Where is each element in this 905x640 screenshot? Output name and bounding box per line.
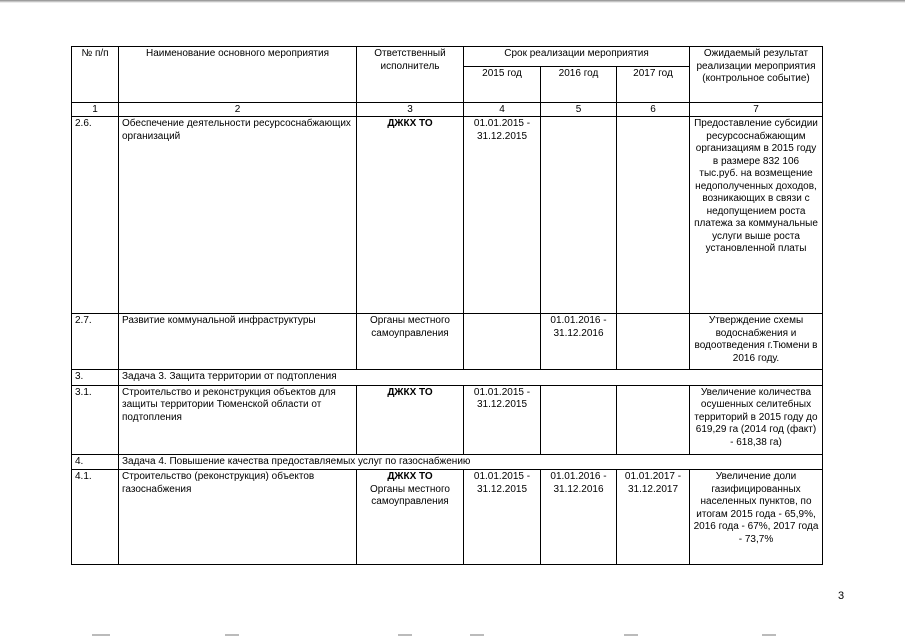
scan-edge-mark xyxy=(225,634,239,636)
period-2016: 01.01.2016 - 31.12.2016 xyxy=(541,470,617,565)
header-year-2016: 2016 год xyxy=(541,67,617,103)
measure-name: Строительство и реконструкция объектов для защиты территории Тюменской области от подтопления xyxy=(119,385,357,454)
period-2016 xyxy=(541,385,617,454)
column-index: 7 xyxy=(690,103,823,117)
period-2017 xyxy=(617,314,690,370)
column-index: 4 xyxy=(464,103,541,117)
scan-edge-mark xyxy=(624,634,638,636)
row-number: 3.1. xyxy=(72,385,119,454)
scan-top-edge xyxy=(0,0,905,3)
task-row xyxy=(72,370,823,386)
period-2016: 01.01.2016 - 31.12.2016 xyxy=(541,314,617,370)
expected-result: Увеличение доли газифицированных населенных пунктов, по итогам 2015 года - 65,9%, 2016 года - 67%, 2017 года - 73,7% xyxy=(690,470,823,565)
header-name: Наименование основного мероприятия xyxy=(119,47,357,103)
task-title: Задача 4. Повышение качества предоставляемых услуг по газоснабжению xyxy=(119,454,823,470)
expected-result: Утверждение схемы водоснабжения и водоотведения г.Тюмени в 2016 году. xyxy=(690,314,823,370)
expected-result: Увеличение количества осушенных селитебных территорий в 2015 году до 619,29 га (2014 год (факт) - 618,38 га) xyxy=(690,385,823,454)
column-index: 6 xyxy=(617,103,690,117)
page-number: 3 xyxy=(838,590,845,602)
scan-edge-mark xyxy=(92,634,110,636)
header-executor: Ответственный исполнитель xyxy=(357,47,464,103)
period-2015: 01.01.2015 - 31.12.2015 xyxy=(464,117,541,314)
measure-name: Обеспечение деятельности ресурсоснабжающих организаций xyxy=(119,117,357,314)
task-title: Задача 3. Защита территории от подтопления xyxy=(119,370,823,386)
period-2015 xyxy=(464,314,541,370)
row-number: 2.7. xyxy=(72,314,119,370)
measure-name: Строительство (реконструкция) объектов газоснабжения xyxy=(119,470,357,565)
column-index: 1 xyxy=(72,103,119,117)
period-2017: 01.01.2017 - 31.12.2017 xyxy=(617,470,690,565)
executor: Органы местного самоуправления xyxy=(357,314,464,370)
header-year-2015: 2015 год xyxy=(464,67,541,103)
table-row xyxy=(72,314,823,370)
column-index: 3 xyxy=(357,103,464,117)
executor xyxy=(357,470,464,565)
column-index: 2 xyxy=(119,103,357,117)
row-number: 4.1. xyxy=(72,470,119,565)
period-2017 xyxy=(617,385,690,454)
period-2016 xyxy=(541,117,617,314)
executor: ДЖКХ ТО xyxy=(357,117,464,314)
row-number: 2.6. xyxy=(72,117,119,314)
table-row xyxy=(72,385,823,454)
scan-edge-mark xyxy=(470,634,484,636)
scan-edge-mark xyxy=(762,634,776,636)
row-number: 3. xyxy=(72,370,119,386)
table-row xyxy=(72,470,823,565)
period-2015: 01.01.2015 - 31.12.2015 xyxy=(464,470,541,565)
row-number: 4. xyxy=(72,454,119,470)
header-year-2017: 2017 год xyxy=(617,67,690,103)
header-num: № п/п xyxy=(72,47,119,103)
header-period: Срок реализации мероприятия xyxy=(464,47,690,67)
executor-line: Органы местного самоуправления xyxy=(370,483,450,507)
column-index: 5 xyxy=(541,103,617,117)
measure-name: Развитие коммунальной инфраструктуры xyxy=(119,314,357,370)
measures-table xyxy=(71,46,823,565)
executor-line: ДЖКХ ТО xyxy=(387,471,433,482)
period-2015: 01.01.2015 - 31.12.2015 xyxy=(464,385,541,454)
executor: ДЖКХ ТО xyxy=(357,385,464,454)
header-result: Ожидаемый результат реализации мероприятия (контрольное событие) xyxy=(690,47,823,103)
scan-edge-mark xyxy=(398,634,412,636)
table-row xyxy=(72,117,823,314)
period-2017 xyxy=(617,117,690,314)
expected-result: Предоставление субсидии ресурсоснабжающим организациям в 2015 году в размере 832 106 тыс.руб. на возмещение недополученных доходов, возникающих в связи с недопущением роста платежа за коммунальные услуги выше роста установленной платы xyxy=(690,117,823,314)
task-row xyxy=(72,454,823,470)
